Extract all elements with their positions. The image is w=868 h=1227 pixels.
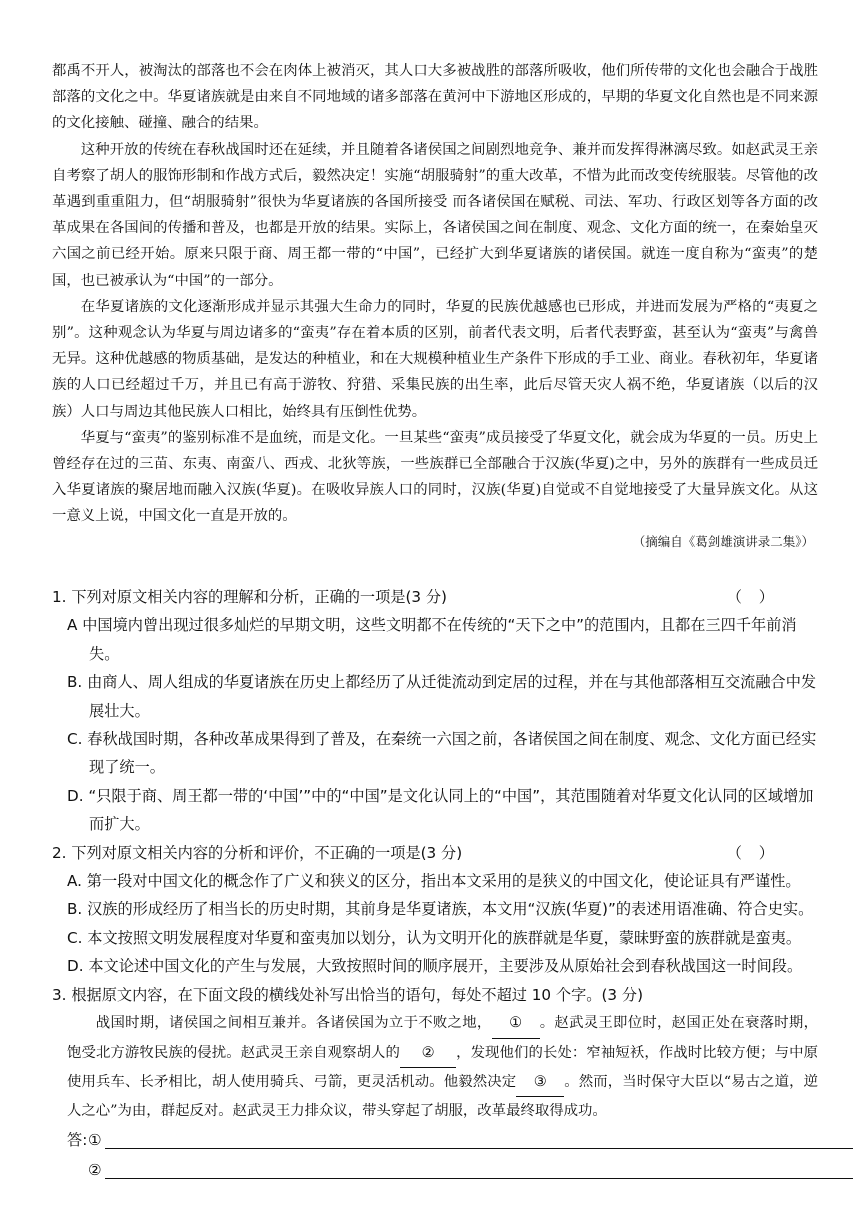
question-1-option-d[interactable] [52, 782, 818, 839]
option-text: C. 本文按照文明发展程度对华夏和蛮夷加以划分，认为文明开化的族群就是华夏，蒙昧野蛮的族群就是蛮夷。 [67, 928, 802, 947]
option-text: A. 第一段对中国文化的概念作了广义和狭义的区分，指出本文采用的是狭义的中国文化，使论证具有严谨性。 [67, 872, 801, 891]
question-1-option-b[interactable] [52, 668, 818, 725]
answer-mark-1: ① [88, 1130, 102, 1149]
question-2-stem: 2. 下列对原文相关内容的分析和评价，不正确的一项是(3 分) [52, 843, 463, 862]
question-1 [52, 583, 818, 839]
answer-underline-1 [105, 1148, 853, 1149]
fill-text-part: 。然而，当时保守大臣以“易古之道，逆人之心”为由，群起反对。赵武灵王力排众议，带头穿起了胡服，改革最终取得成功。 [67, 1073, 818, 1120]
answer-mark-2: ② [88, 1160, 102, 1179]
passage-paragraph-1: 都禹不开人，被淘汰的部落也不会在肉体上被消灭，其人口大多被战胜的部落所吸收，他们所传带的文化也会融合于战胜部落的文化之中。华夏诸族就是由来自不同地域的诸多部落在黄河中下游地区形成的，早期的华夏文化自然也是不同来源的文化接触、碰撞、融合的结果。 [52, 63, 818, 132]
question-1-stem: 1. 下列对原文相关内容的理解和分析，正确的一项是(3 分) [52, 588, 447, 606]
fill-text-part: ，发现他们的长处：窄袖短袄，作战时比较方便；与中原使用兵车、长矛相比，胡人使用骑兵、弓箭，更灵活机动。他毅然决定 [67, 1044, 818, 1090]
question-2-option-b[interactable] [52, 895, 818, 923]
answer-line-1[interactable] [52, 1126, 818, 1156]
option-text: D. 本文论述中国文化的产生与发展，大致按照时间的顺序展开，主要涉及从原始社会到春秋战国这一时间段。 [67, 957, 803, 976]
passage-source: （摘编自《葛剑雄演讲录二集》） [632, 533, 814, 549]
passage-paragraph-2: 这种开放的传统在春秋战国时还在延续，并且随着各诸侯国之间剧烈地竞争、兼并而发挥得淋漓尽致。如赵武灵王亲自考察了胡人的服饰形制和作战方式后，毅然决定！实施“胡服骑射”的重大改革，不惜为此而改变传统服装。尽管他的改革遇到重重阻力，但“胡服骑射”很快为华夏诸族的各国所接受 而各诸侯国在赋税、司法、军功、行政区划等各方面的改革成果在各国间的传播和普及，也都是开放的结果。实际上，各诸侯国之间在制度、观念、文化方面的统一，在秦始皇灭六国之前已经开始。原来只限于商、周王都一带的“中国”，已经扩大到华夏诸族的诸侯国。就连一度自称为“蛮夷”的楚国，也已被承认为“中国”的一部分。 [52, 141, 818, 289]
question-section [52, 583, 818, 1186]
passage-paragraph-4: 华夏与“蛮夷”的鉴别标准不是血统，而是文化。一旦某些“蛮夷”成员接受了华夏文化，就会成为华夏的一员。历史上曾经存在过的三苗、东夷、南蛮八、西戎、北狄等族，一些族群已全部融合于汉族(华夏)之中，另外的族群有一些成员迁入华夏诸族的聚居地而融入汉族(华夏)。在吸收异族人口的同时，汉族(华夏)自觉或不自觉地接受了大量异族文化。从这一意义上说，中国文化一直是开放的。 [52, 429, 818, 525]
question-2 [52, 839, 818, 981]
option-text: C. 春秋战国时期，各种改革成果得到了普及，在秦统一六国之前，各诸侯国之间在制度、观念、文化方面已经实现了统一。 [67, 730, 817, 777]
question-1-option-a[interactable] [52, 611, 818, 668]
question-2-option-a[interactable] [52, 867, 818, 895]
fill-text-part: 战国时期，诸侯国之间相互兼并。各诸侯国为立于不败之地， [95, 1015, 492, 1032]
option-text: D. “只限于商、周王都一带的‘中国’”中的“中国”是文化认同上的“中国”，其范围随着对华夏文化认同的区域增加而扩大。 [67, 786, 814, 834]
passage-paragraph-3: 在华夏诸族的文化逐渐形成并显示其强大生命力的同时，华夏的民族优越感也已形成，并进而发展为严格的“夷夏之别”。这种观念认为华夏与周边诸多的“蛮夷”存在着本质的区别，前者代表文明，后者代表野蛮，甚至认为“蛮夷”与禽兽无异。这种优越感的物质基础，是发达的种植业，和在大规模种植业生产条件下形成的手工业、商业。春秋初年，华夏诸族的人口已经超过千万，并且已有高于游牧、狩猎、采集民族的出生率，此后尽管天灾人祸不绝，华夏诸族（以后的汉族）人口与周边其他民族人口相比，始终具有压倒性优势。 [52, 298, 818, 420]
answer-underline-2 [105, 1178, 853, 1179]
question-1-answer-parens[interactable]: （ ） [726, 588, 780, 606]
fill-blank-3[interactable]: ③ [516, 1068, 564, 1097]
option-text: B. 由商人、周人组成的华夏诸族在历史上都经历了从迁徙流动到定居的过程，并在与其他部落相互交流融合中发展壮大。 [67, 673, 817, 720]
question-3 [52, 981, 818, 1186]
option-text: A 中国境内曾出现过很多灿烂的早期文明，这些文明都不在传统的“天下之中”的范围内，且都在三四千年前消失。 [67, 616, 797, 663]
question-2-answer-parens[interactable]: （ ） [726, 843, 780, 862]
question-3-stem: 3. 根据原文内容，在下面文段的横线处补写出恰当的语句，每处不超过 10 个字。(3 分) [52, 985, 644, 1004]
question-3-fill-text [52, 1009, 818, 1126]
answer-label: 答: [67, 1130, 88, 1149]
reading-passage [52, 58, 818, 555]
option-text: B. 汉族的形成经历了相当长的历史时期，其前身是华夏诸族，本文用“汉族(华夏)”的表述用语准确、符合史实。 [67, 900, 814, 919]
fill-text-part: 。赵武灵王即位时，赵国正处在衰落时期，饱受北方游牧民族的侵扰。赵武灵王亲自观察胡人的 [67, 1015, 818, 1061]
fill-blank-2[interactable]: ② [400, 1039, 456, 1068]
question-2-option-c[interactable] [52, 924, 818, 952]
question-2-option-d[interactable] [52, 952, 818, 980]
answer-line-2[interactable] [52, 1156, 818, 1186]
fill-blank-1[interactable]: ① [492, 1009, 540, 1038]
question-1-option-c[interactable] [52, 725, 818, 782]
